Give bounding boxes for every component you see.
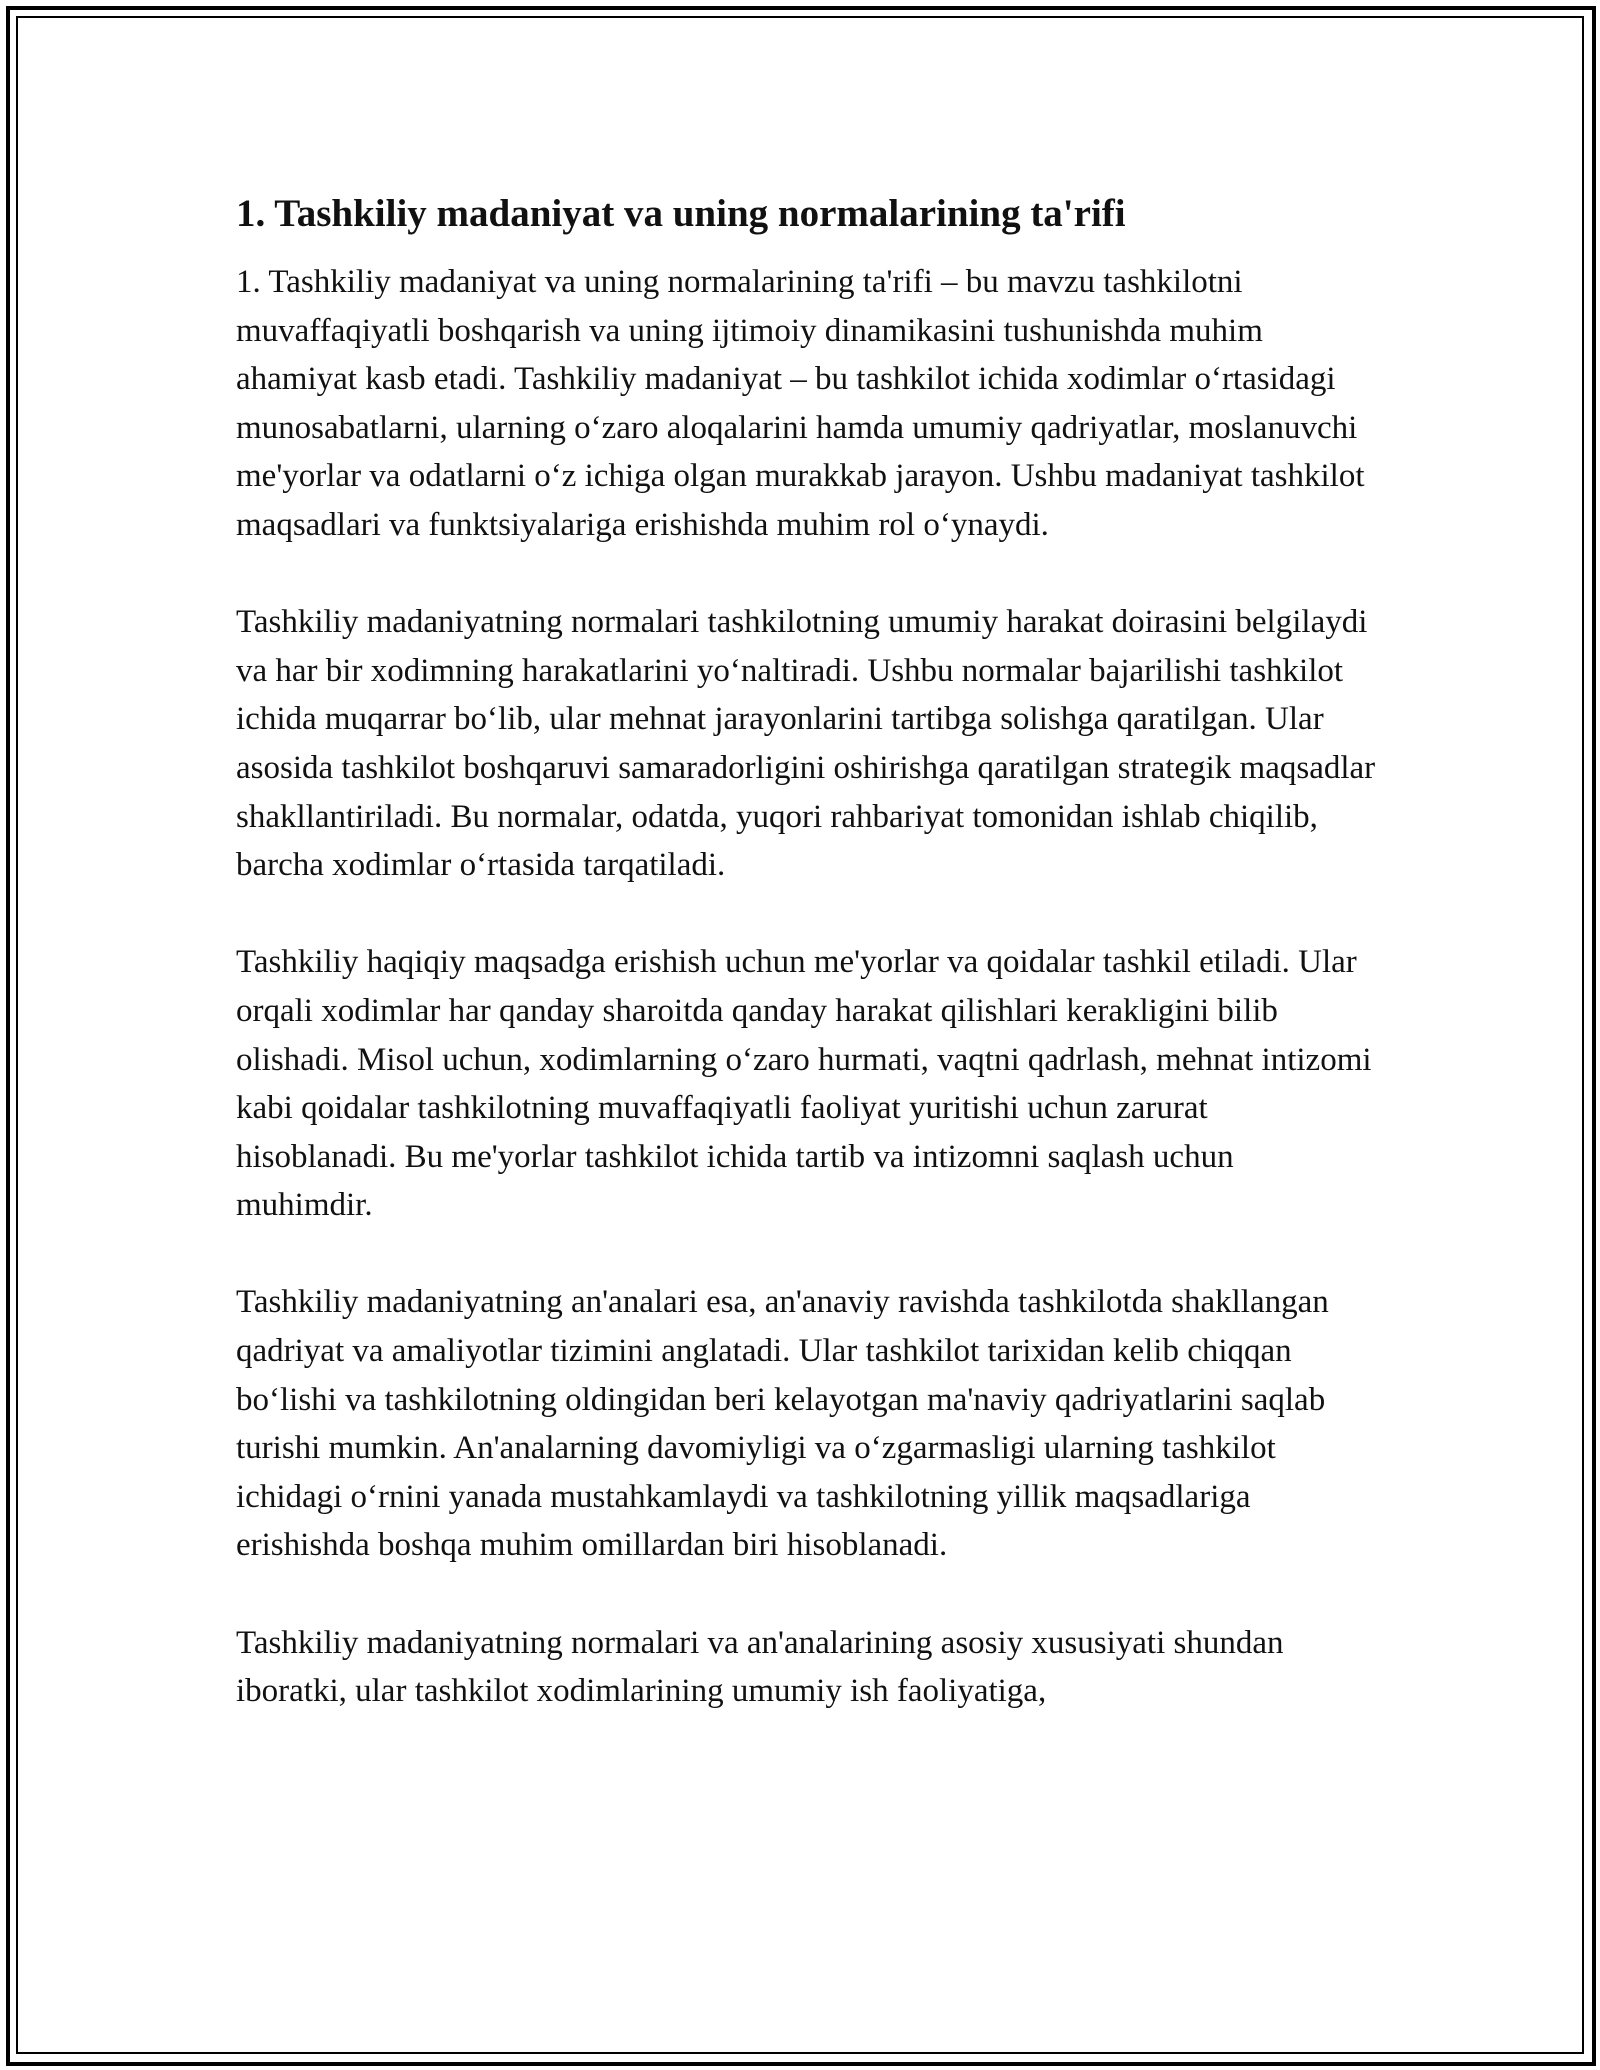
paragraph: Tashkiliy madaniyatning an'analari esa, an'anaviy ravishda tashkilotda shakllangan qadriyat va amaliyotlar tizimini anglatadi. Ular tashkilot tarixidan kelib chiqqan boʻlishi va tashkilotning oldingidan beri kelayotgan ma'naviy qadriyatlarini saqlab turishi mumkin. An'analarning davomiyligi va oʻzgarmasligi ularning tashkilot ichidagi oʻrnini yanada mustahkamlaydi va tashkilotning yillik maqsadlariga erishishda boshqa muhim omillardan biri hisoblanadi. (236, 1284, 1329, 1564)
document-title: 1. Tashkiliy madaniyat va uning normalarining ta'rifi (236, 192, 1126, 235)
paragraph: Tashkiliy haqiqiy maqsadga erishish uchun me'yorlar va qoidalar tashkil etiladi. Ular orqali xodimlar har qanday sharoitda qanday harakat qilishlari kerakligini bilib olishadi. Misol uchun, xodimlarning oʻzaro hurmati, vaqtni qadrlash, mehnat intizomi kabi qoidalar tashkilotning muvaffaqiyatli faoliyat yuritishi uchun zarurat hisoblanadi. Bu me'yorlar tashkilot ichida tartib va intizomni saqlash uchun muhimdir. (236, 944, 1372, 1224)
paragraph: Tashkiliy madaniyatning normalari va an'analarining asosiy xususiyati shundan iboratki, ular tashkilot xodimlarining umumiy ish faoliyatiga, (236, 1624, 1284, 1710)
document-body (236, 186, 1376, 1716)
paragraph: Tashkiliy madaniyatning normalari tashkilotning umumiy harakat doirasini belgilaydi va har bir xodimning harakatlarini yoʻnaltiradi. Ushbu normalar bajarilishi tashkilot ichida muqarrar boʻlib, ular mehnat jarayonlarini tartibga solishga qaratilgan. Ular asosida tashkilot boshqaruvi samaradorligini oshirishga qaratilgan strategik maqsadlar shakllantiriladi. Bu normalar, odatda, yuqori rahbariyat tomonidan ishlab chiqilib, barcha xodimlar oʻrtasida tarqatiladi. (236, 604, 1376, 884)
paragraph: 1. Tashkiliy madaniyat va uning normalarining ta'rifi – bu mavzu tashkilotni muvaffaqiyatli boshqarish va uning ijtimoiy dinamikasini tushunishda muhim ahamiyat kasb etadi. Tashkiliy madaniyat – bu tashkilot ichida xodimlar oʻrtasidagi munosabatlarni, ularning oʻzaro aloqalarini hamda umumiy qadriyatlar, moslanuvchi me'yorlar va odatlarni oʻz ichiga olgan murakkab jarayon. Ushbu madaniyat tashkilot maqsadlari va funktsiyalariga erishishda muhim rol oʻynaydi. (236, 264, 1365, 543)
